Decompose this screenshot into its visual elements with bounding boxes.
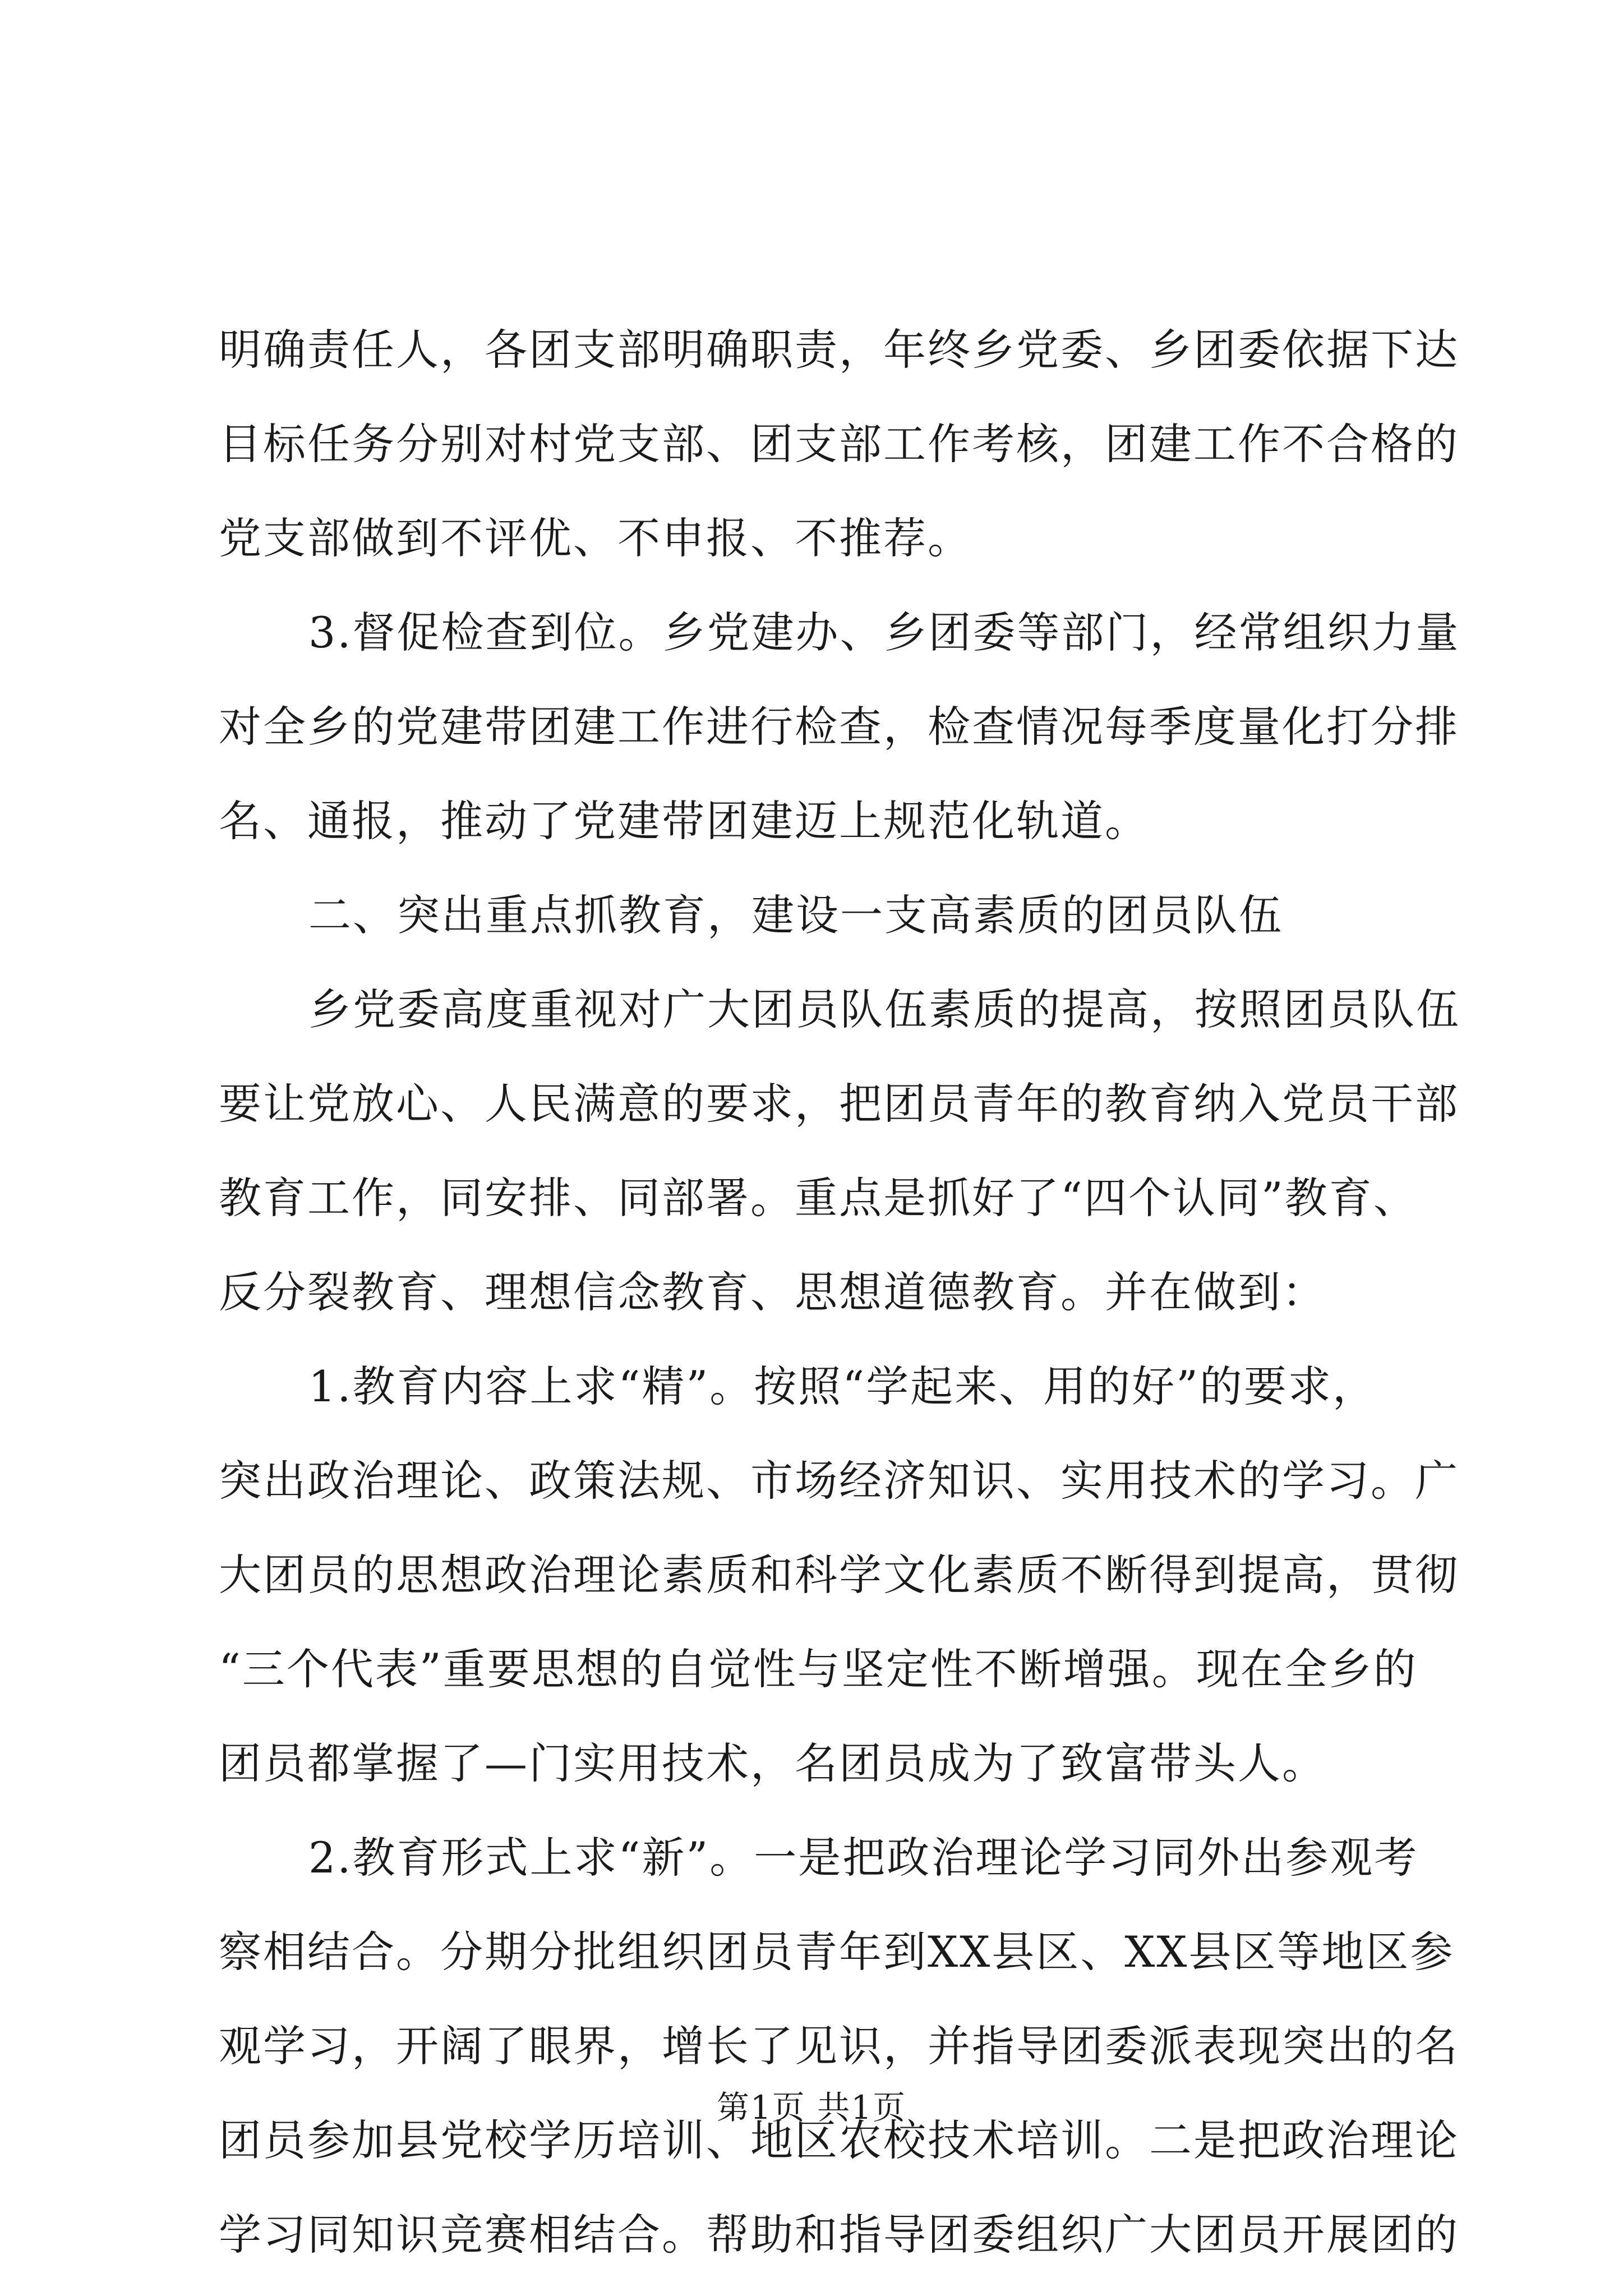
text-line: 团员参加县党校学历培训、地区农校技术培训。二是把政治理论 (219, 2115, 1459, 2165)
text-line: 要让党放心、人民满意的要求，把团员青年的教育纳入党员干部 (219, 1079, 1459, 1129)
text-line: 明确责任人，各团支部明确职责，年终乡党委、乡团委依据下达 (219, 325, 1459, 375)
text-line: 观学习，开阔了眼界，增长了见识，并指导团委派表现突出的名 (219, 2021, 1459, 2071)
text-line-indented: 1.教育内容上求“精”。按照“学起来、用的好”的要求， (308, 1361, 1377, 1411)
text-line: 反分裂教育、理想信念教育、思想道德教育。并在做到： (219, 1267, 1326, 1317)
text-line-indented: 乡党委高度重视对广大团员队伍素质的提高，按照团员队伍 (308, 984, 1460, 1034)
text-line-indented: 2.教育形式上求“新”。一是把政治理论学习同外出参观考 (308, 1833, 1419, 1883)
text-line: 名、通报，推动了党建带团建迈上规范化轨道。 (219, 796, 1149, 846)
body-text (219, 303, 1460, 2282)
text-line: 对全乡的党建带团建工作进行检查，检查情况每季度量化打分排 (219, 702, 1459, 752)
text-line: 大团员的思想政治理论素质和科学文化素质不断得到提高，贯彻 (219, 1550, 1459, 1600)
text-line: 教育工作，同安排、同部署。重点是抓好了“四个认同”教育、 (219, 1173, 1418, 1223)
text-line: 学习同知识竞赛相结合。帮助和指导团委组织广大团员开展团的 (219, 2210, 1459, 2260)
text-line: 察相结合。分期分批组织团员青年到XX县区、XX县区等地区参 (219, 1927, 1455, 1977)
text-line: 团员都掌握了—门实用技术，名团员成为了致富带头人。 (219, 1738, 1326, 1788)
text-line: 目标任务分别对村党支部、团支部工作考核，团建工作不合格的 (219, 419, 1459, 469)
text-line: 突出政治理论、政策法规、市场经济知识、实用技术的学习。广 (219, 1456, 1459, 1506)
page-footer: 第1页 共1页 (716, 2088, 907, 2127)
text-line: 党支部做到不评优、不申报、不推荐。 (219, 513, 972, 563)
section-heading: 二、突出重点抓教育，建设一支高素质的团员队伍 (308, 890, 1283, 940)
text-line: “三个代表”重要思想的自觉性与坚定性不断增强。现在全乡的 (219, 1644, 1418, 1694)
text-line-indented: 3.督促检查到位。乡党建办、乡团委等部门，经常组织力量 (308, 608, 1460, 657)
